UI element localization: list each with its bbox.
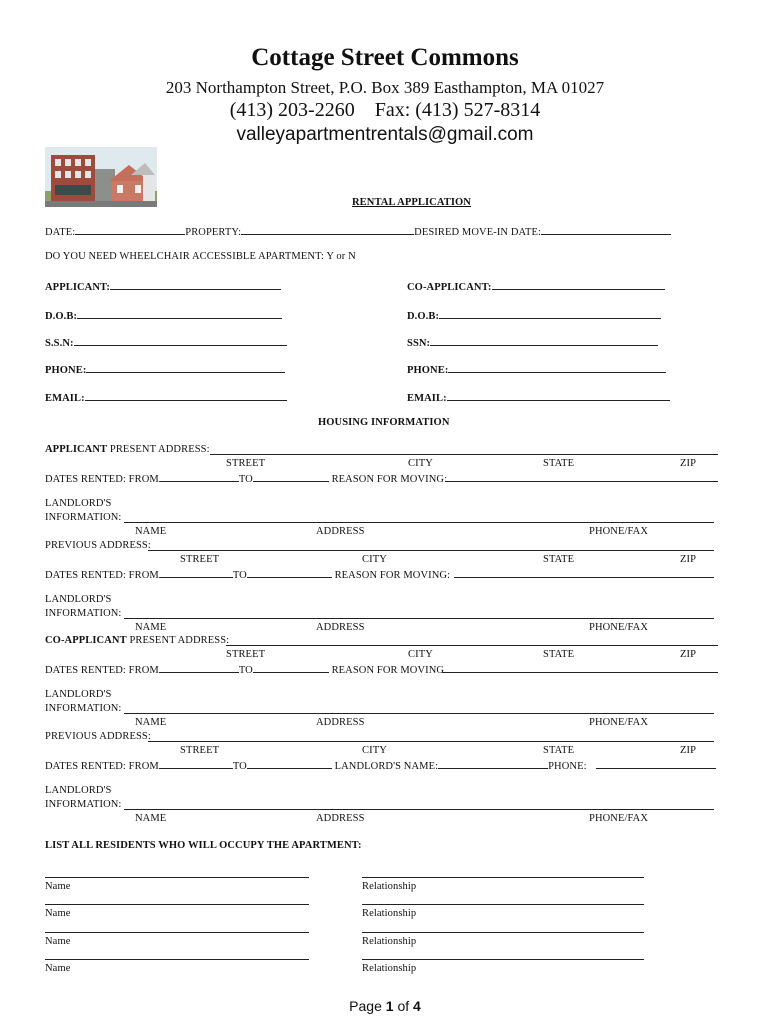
- form-title: RENTAL APPLICATION: [352, 197, 471, 208]
- resident-relationship-label: Relationship: [362, 881, 417, 892]
- name-caption: NAME: [135, 622, 167, 633]
- coapplicant-present-address-row: [45, 635, 229, 646]
- page-of: of: [393, 998, 414, 1014]
- coapplicant-ssn-label: SSN:: [407, 338, 431, 349]
- applicant-present-address-row: [45, 444, 210, 455]
- page-current: 1: [385, 998, 394, 1014]
- resident-name-field[interactable]: [45, 877, 309, 878]
- previous-address-label: PREVIOUS ADDRESS:: [45, 731, 151, 742]
- applicant-row: [45, 279, 281, 293]
- applicant-label: APPLICANT:: [45, 282, 110, 293]
- to-label: TO: [232, 761, 247, 772]
- applicant-phone-row: [45, 362, 285, 376]
- coapplicant-present-dates-row: [45, 662, 444, 676]
- resident-name-field[interactable]: [45, 932, 309, 933]
- coapplicant-label: CO-APPLICANT:: [407, 282, 492, 293]
- coapplicant-phone-field[interactable]: [448, 362, 666, 373]
- from-field[interactable]: [159, 567, 233, 578]
- applicant-ssn-label: S.S.N:: [45, 338, 74, 349]
- property-address: 203 Northampton Street, P.O. Box 389 Easthampton, MA 01027: [165, 78, 605, 97]
- dates-rented-label: DATES RENTED: FROM: [45, 761, 159, 772]
- information-label: INFORMATION:: [45, 703, 122, 714]
- coapplicant-previous-dates-row: [45, 758, 587, 772]
- state-caption: STATE: [543, 649, 575, 660]
- applicant-ssn-field[interactable]: [74, 335, 287, 346]
- reason-field[interactable]: [454, 577, 714, 578]
- phone-fax-caption: PHONE/FAX: [589, 813, 649, 824]
- phone-label: PHONE:: [548, 761, 587, 772]
- move-in-label: DESIRED MOVE-IN DATE:: [414, 227, 542, 238]
- resident-name-field[interactable]: [45, 904, 309, 905]
- phone-fax-caption: PHONE/FAX: [589, 622, 649, 633]
- coapplicant-dob-row: [407, 308, 661, 322]
- coapplicant-present-address-field[interactable]: [226, 645, 718, 646]
- coapplicant-email-label: EMAIL:: [407, 393, 447, 404]
- page-prefix: Page: [349, 998, 386, 1014]
- to-field[interactable]: [247, 758, 332, 769]
- landlords-label: LANDLORD'S: [45, 785, 112, 796]
- applicant-email-field[interactable]: [85, 390, 287, 401]
- applicant-phone-field[interactable]: [86, 362, 285, 373]
- to-field[interactable]: [253, 471, 329, 482]
- page-number: [0, 998, 770, 1014]
- applicant-ssn-row: [45, 335, 287, 349]
- street-caption: STREET: [226, 458, 266, 469]
- applicant-present-dates-row: [45, 471, 447, 485]
- state-caption: STATE: [543, 458, 575, 469]
- landlord-info-field[interactable]: [124, 618, 714, 619]
- resident-relationship-field[interactable]: [362, 877, 644, 878]
- landlords-label: LANDLORD'S: [45, 689, 112, 700]
- street-caption: STREET: [180, 745, 220, 756]
- from-field[interactable]: [159, 758, 233, 769]
- landlords-name-field[interactable]: [438, 758, 548, 769]
- reason-field[interactable]: [446, 481, 718, 482]
- residents-heading: LIST ALL RESIDENTS WHO WILL OCCUPY THE APARTMENT:: [45, 840, 362, 851]
- resident-name-field[interactable]: [45, 959, 309, 960]
- landlords-name-label: LANDLORD'S NAME:: [334, 761, 439, 772]
- landlord-info-field[interactable]: [124, 809, 714, 810]
- zip-caption: ZIP: [680, 649, 697, 660]
- street-caption: STREET: [180, 554, 220, 565]
- coapplicant-email-field[interactable]: [447, 390, 670, 401]
- resident-relationship-field[interactable]: [362, 959, 644, 960]
- resident-relationship-label: Relationship: [362, 908, 417, 919]
- information-label: INFORMATION:: [45, 799, 122, 810]
- zip-caption: ZIP: [680, 554, 697, 565]
- reason-field[interactable]: [442, 672, 718, 673]
- present-address-label: PRESENT ADDRESS:: [129, 635, 230, 646]
- state-caption: STATE: [543, 554, 575, 565]
- property-field[interactable]: [241, 224, 414, 235]
- previous-address-field[interactable]: [148, 741, 714, 742]
- to-field[interactable]: [253, 662, 329, 673]
- contact-email: valleyapartmentrentals@gmail.com: [236, 124, 534, 145]
- present-address-label: PRESENT ADDRESS:: [109, 444, 210, 455]
- dates-rented-label: DATES RENTED: FROM: [45, 570, 159, 581]
- to-label: TO: [232, 570, 247, 581]
- resident-name-label: Name: [45, 936, 71, 947]
- name-caption: NAME: [135, 526, 167, 537]
- information-label: INFORMATION:: [45, 608, 122, 619]
- coapplicant-dob-field[interactable]: [439, 308, 661, 319]
- city-caption: CITY: [362, 554, 387, 565]
- applicant-email-row: [45, 390, 287, 404]
- landlord-info-field[interactable]: [124, 522, 714, 523]
- coapplicant-email-row: [407, 390, 670, 404]
- city-caption: CITY: [362, 745, 387, 756]
- date-property-row: [45, 224, 671, 238]
- applicant-field[interactable]: [110, 279, 281, 290]
- move-in-field[interactable]: [541, 224, 671, 235]
- resident-name-label: Name: [45, 963, 71, 974]
- city-caption: CITY: [408, 458, 433, 469]
- resident-relationship-label: Relationship: [362, 936, 417, 947]
- to-label: TO: [238, 665, 253, 676]
- applicant-bold-label: APPLICANT: [45, 444, 108, 455]
- name-caption: NAME: [135, 717, 167, 728]
- landlord-phone-field[interactable]: [596, 768, 716, 769]
- street-caption: STREET: [226, 649, 266, 660]
- building-photo: [45, 147, 157, 207]
- reason-label: REASON FOR MOVING:: [331, 474, 448, 485]
- landlord-info-field[interactable]: [124, 713, 714, 714]
- resident-relationship-label: Relationship: [362, 963, 417, 974]
- date-field[interactable]: [75, 224, 185, 235]
- zip-caption: ZIP: [680, 458, 697, 469]
- applicant-email-label: EMAIL:: [45, 393, 85, 404]
- resident-name-label: Name: [45, 881, 71, 892]
- information-label: INFORMATION:: [45, 512, 122, 523]
- name-caption: NAME: [135, 813, 167, 824]
- reason-label: REASON FOR MOVING: [331, 665, 445, 676]
- landlords-label: LANDLORD'S: [45, 594, 112, 605]
- coapplicant-ssn-field[interactable]: [430, 335, 658, 346]
- applicant-present-address-field[interactable]: [210, 454, 718, 455]
- property-title: Cottage Street Commons: [251, 44, 519, 71]
- dates-rented-label: DATES RENTED: FROM: [45, 474, 159, 485]
- page-total: 4: [413, 998, 421, 1014]
- resident-relationship-field[interactable]: [362, 932, 644, 933]
- from-field[interactable]: [159, 662, 239, 673]
- applicant-dob-field[interactable]: [77, 308, 282, 319]
- applicant-dob-label: D.O.B:: [45, 311, 78, 322]
- date-label: DATE:: [45, 227, 76, 238]
- dates-rented-label: DATES RENTED: FROM: [45, 665, 159, 676]
- address-caption: ADDRESS: [316, 717, 365, 728]
- previous-address-field[interactable]: [148, 550, 714, 551]
- housing-heading: HOUSING INFORMATION: [318, 417, 450, 428]
- city-caption: CITY: [408, 649, 433, 660]
- applicant-previous-dates-row: [45, 567, 450, 581]
- address-caption: ADDRESS: [316, 622, 365, 633]
- from-field[interactable]: [159, 471, 239, 482]
- reason-label: REASON FOR MOVING:: [334, 570, 451, 581]
- phone-fax-caption: PHONE/FAX: [589, 526, 649, 537]
- property-label: PROPERTY:: [185, 227, 242, 238]
- coapplicant-ssn-row: [407, 335, 658, 349]
- applicant-dob-row: [45, 308, 282, 322]
- coapplicant-bold-label: CO-APPLICANT: [45, 635, 127, 646]
- address-caption: ADDRESS: [316, 813, 365, 824]
- coapplicant-dob-label: D.O.B:: [407, 311, 440, 322]
- to-label: TO: [238, 474, 253, 485]
- to-field[interactable]: [247, 567, 332, 578]
- phone-fax: (413) 203-2260 Fax: (413) 527-8314: [229, 99, 541, 121]
- phone-fax-caption: PHONE/FAX: [589, 717, 649, 728]
- wheelchair-question: DO YOU NEED WHEELCHAIR ACCESSIBLE APARTMENT: Y or N: [45, 251, 356, 262]
- coapplicant-row: [407, 279, 665, 293]
- coapplicant-field[interactable]: [492, 279, 665, 290]
- state-caption: STATE: [543, 745, 575, 756]
- address-caption: ADDRESS: [316, 526, 365, 537]
- resident-name-label: Name: [45, 908, 71, 919]
- resident-relationship-field[interactable]: [362, 904, 644, 905]
- applicant-phone-label: PHONE:: [45, 365, 87, 376]
- coapplicant-phone-label: PHONE:: [407, 365, 449, 376]
- landlords-label: LANDLORD'S: [45, 498, 112, 509]
- zip-caption: ZIP: [680, 745, 697, 756]
- previous-address-label: PREVIOUS ADDRESS:: [45, 540, 151, 551]
- coapplicant-phone-row: [407, 362, 666, 376]
